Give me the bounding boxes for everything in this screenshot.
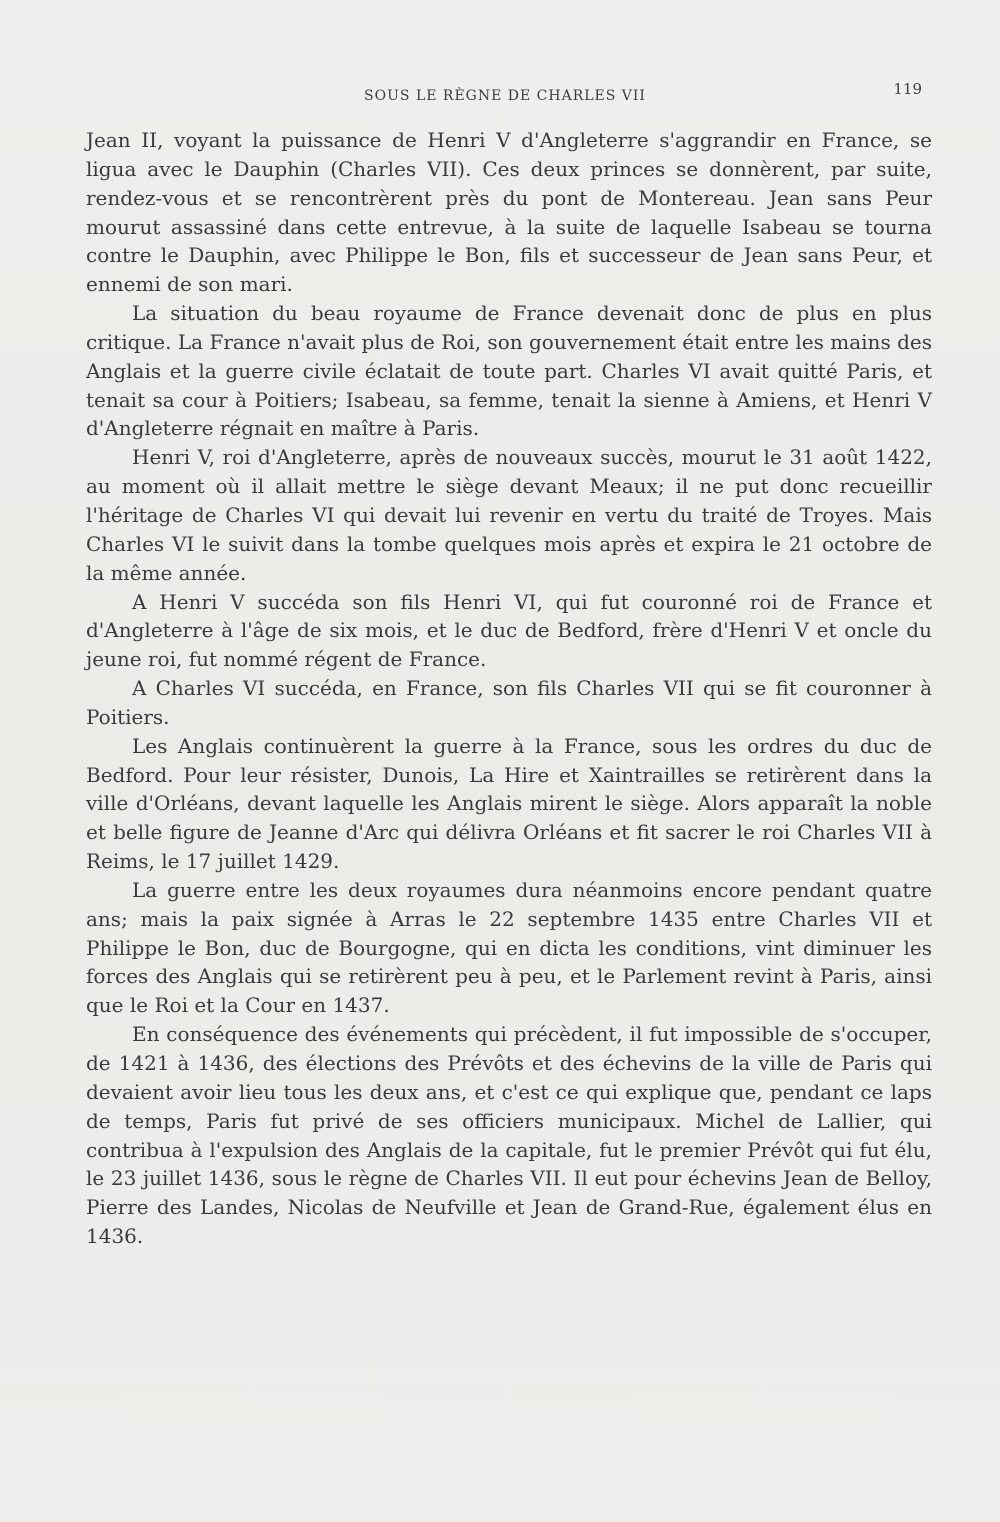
running-head xyxy=(0,80,1000,112)
body-text xyxy=(86,126,932,1251)
paragraph-7: La guerre entre les deux royaumes dura néanmoins encore pendant quatre ans; mais la paix signée à Arras le 22 septembre 1435 entre Charles VII et Philippe le Bon, duc de Bourgogne, qui en dicta les conditions, vint diminuer les forces des Anglais qui se retirèrent peu à peu, et le Parlement revint à Paris, ainsi que le Roi et la Cour en 1437. xyxy=(86,877,932,1018)
paragraph-8: En conséquence des événements qui précèdent, il fut impossible de s'occuper, de 1421 à 1436, des élections des Prévôts et des échevins de la ville de Paris qui devaient avoir lieu tous les deux ans, et c'est ce qui explique que, pendant ce laps de temps, Paris fut privé de ses officiers municipaux. Michel de Lallier, qui contribua à l'expulsion des Anglais de la capitale, fut le premier Prévôt qui fut élu, le 23 juillet 1436, sous le règne de Charles VII. Il eut pour échevins Jean de Belloy, Pierre des Landes, Nicolas de Neufville et Jean de Grand-Rue, également élus en 1436. xyxy=(86,1022,932,1249)
paragraph-3: Henri V, roi d'Angleterre, après de nouveaux succès, mourut le 31 août 1422, au moment où il allait mettre le siège devant Meaux; il ne put donc recueillir l'héritage de Charles VI qui devait lui revenir en vertu du traité de Troyes. Mais Charles VI le suivit dans la tombe quelques mois après et expira le 21 octobre de la même année. xyxy=(86,445,932,585)
page-number: 119 xyxy=(893,80,922,98)
paragraph-4: A Henri V succéda son fils Henri VI, qui fut couronné roi de France et d'Angleterre à l'âge de six mois, et le duc de Bedford, frère d'Henri V et oncle du jeune roi, fut nommé régent de France. xyxy=(86,589,932,672)
paragraph-1: Jean II, voyant la puissance de Henri V d'Angleterre s'aggrandir en France, se ligua avec le Dauphin (Charles VII). Ces deux princes se donnèrent, par suite, rendez-vous et se rencontrèrent près du pont de Montereau. Jean sans Peur mourut assassiné dans cette entrevue, à la suite de laquelle Isabeau se tourna contre le Dauphin, avec Philippe le Bon, fils et successeur de Jean sans Peur, et ennemi de son mari. xyxy=(86,128,932,297)
running-title: SOUS LE RÈGNE DE CHARLES VII xyxy=(364,88,646,104)
paragraph-2: La situation du beau royaume de France devenait donc de plus en plus critique. La France n'avait plus de Roi, son gouvernement était entre les mains des Anglais et la guerre civile éclatait de toute part. Charles VI avait quitté Paris, et tenait sa cour à Poitiers; Isabeau, sa femme, tenait la sienne à Amiens, et Henri V d'Angleterre régnait en maître à Paris. xyxy=(86,301,932,441)
paragraph-5: A Charles VI succéda, en France, son fils Charles VII qui se fit couronner à Poitiers. xyxy=(86,676,932,729)
paragraph-6: Les Anglais continuèrent la guerre à la France, sous les ordres du duc de Bedford. Pour leur résister, Dunois, La Hire et Xaintrailles se retirèrent dans la ville d'Orléans, devant laquelle les Anglais mirent le siège. Alors apparaît la noble et belle figure de Jeanne d'Arc qui délivra Orléans et fit sacrer le roi Charles VII à Reims, le 17 juillet 1429. xyxy=(86,733,932,874)
